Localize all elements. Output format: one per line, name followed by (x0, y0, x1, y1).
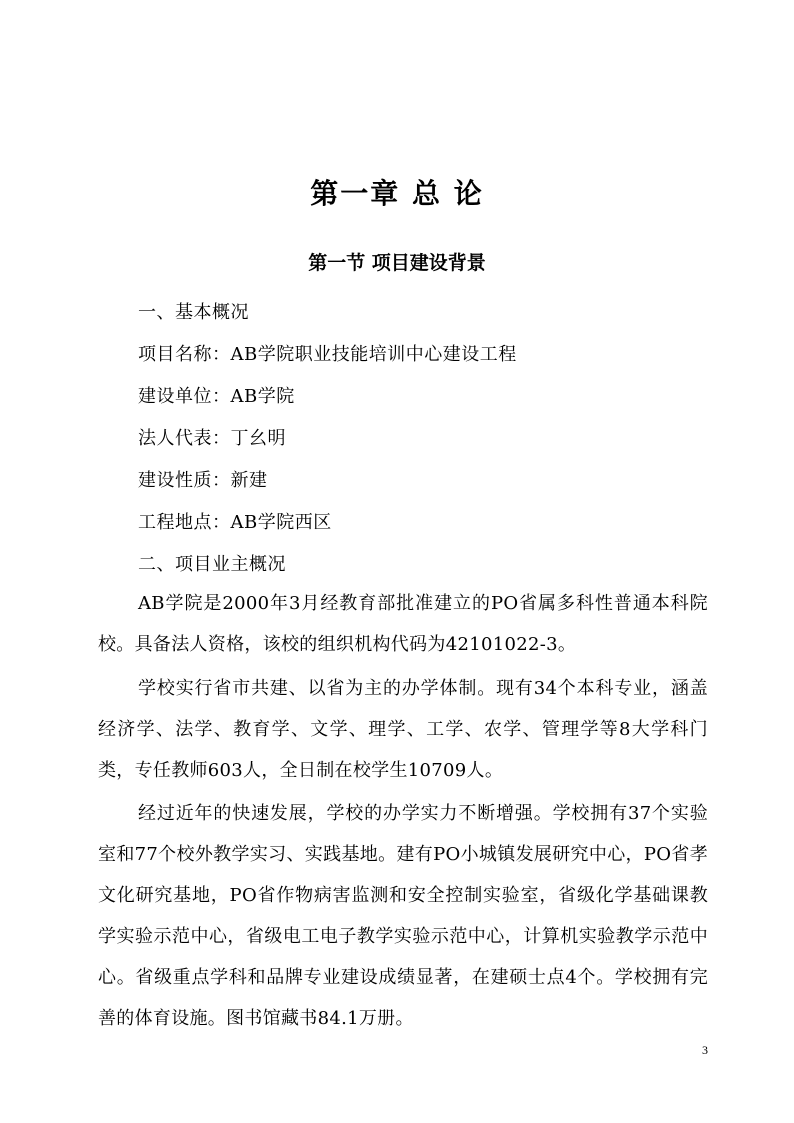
info-line-nature: 建设性质：新建 (138, 470, 268, 491)
info-line-legal-rep: 法人代表：丁幺明 (138, 428, 286, 449)
page-number: 3 (702, 1043, 708, 1057)
section-title: 第一节 项目建设背景 (308, 252, 486, 274)
owner-info-heading: 二、项目业主概况 (138, 554, 286, 575)
info-line-builder: 建设单位：AB学院 (138, 386, 295, 407)
paragraph-development: 经过近年的快速发展，学校的办学实力不断增强。学校拥有37个实验室和77个校外教学实习、实践基地。建有PO小城镇发展研究中心，PO省孝文化研究基地，PO省作物病害监测和安全控制实验室，省级化学基础课教学实验示范中心，省级电工电子教学实验示范中心，计算机实验教学示范中心。省级重点学科和品牌专业建设成绩显著，在建硕士点4个。学校拥有完善的体育设施。图书馆藏书84.1万册。 (98, 803, 708, 1029)
info-line-project-name: 项目名称：AB学院职业技能培训中心建设工程 (138, 344, 517, 365)
paragraph-intro: AB学院是2000年3月经教育部批准建立的PO省属多科性普通本科院校。具备法人资格，该校的组织机构代码为42101022-3。 (98, 593, 708, 655)
paragraph-system: 学校实行省市共建、以省为主的办学体制。现有34个本科专业，涵盖经济学、法学、教育学、文学、理学、工学、农学、管理学等8大学科门类，专任教师603人，全日制在校学生10709人。 (98, 678, 708, 781)
basic-info-heading: 一、基本概况 (138, 302, 249, 323)
chapter-title: 第一章 总 论 (310, 177, 484, 210)
info-line-location: 工程地点：AB学院西区 (138, 512, 332, 533)
